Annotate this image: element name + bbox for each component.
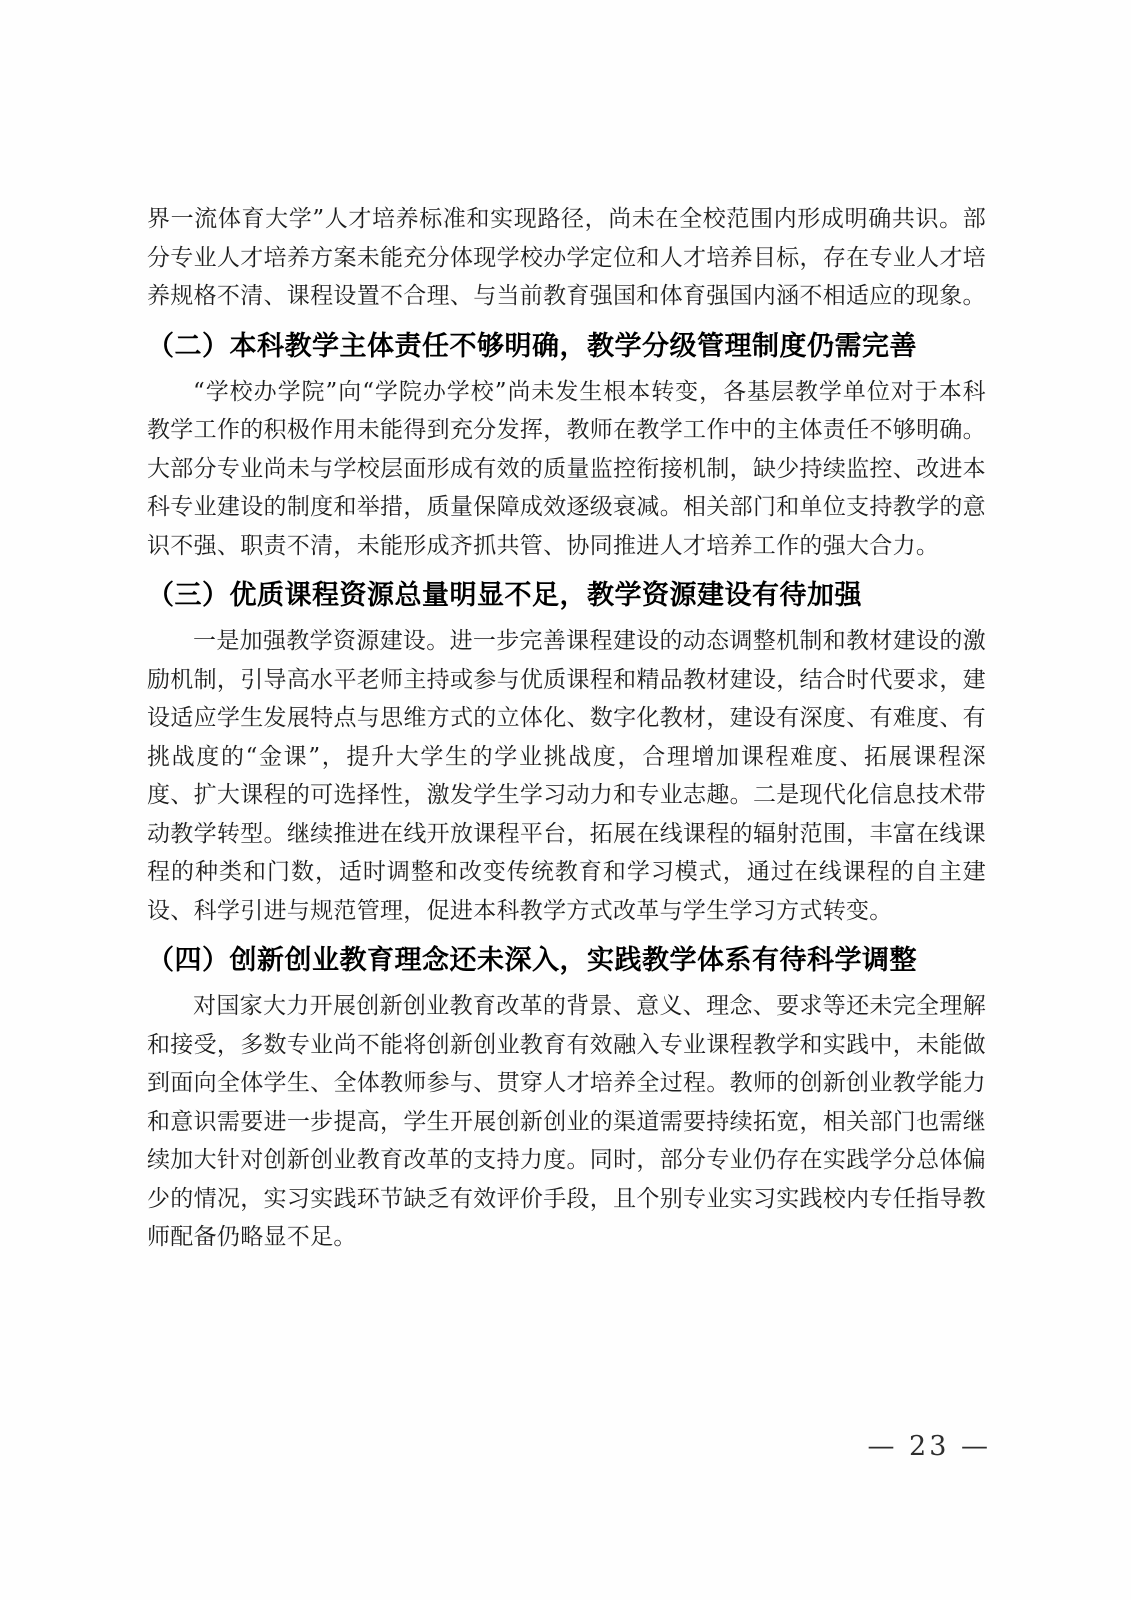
page-content — [147, 200, 986, 1257]
section-body-4: 对国家大力开展创新创业教育改革的背景、意义、理念、要求等还未完全理解和接受，多数专业尚不能将创新创业教育有效融入专业课程教学和实践中，未能做到面向全体学生、全体教师参与、贯穿人才培养全过程。教师的创新创业教学能力和意识需要进一步提高，学生开展创新创业的渠道需要持续拓宽，相关部门也需继续加大针对创新创业教育改革的支持力度。同时，部分专业仍存在实践学分总体偏少的情况，实习实践环节缺乏有效评价手段，且个别专业实习实践校内专任指导教师配备仍略显不足。 — [147, 993, 986, 1250]
section-heading-2: （二）本科教学主体责任不够明确，教学分级管理制度仍需完善 — [147, 330, 917, 362]
section-heading-3: （三）优质课程资源总量明显不足，教学资源建设有待加强 — [147, 580, 862, 611]
section-heading-4: （四）创新创业教育理念还未深入，实践教学体系有待科学调整 — [147, 945, 917, 976]
paragraph-continuation: 界一流体育大学”人才培养标准和实现路径，尚未在全校范围内形成明确共识。部分专业人才培养方案未能充分体现学校办学定位和人才培养目标，存在专业人才培养规格不清、课程设置不合理、与当前教育强国和体育强国内涵不相适应的现象。 — [147, 206, 986, 309]
section-body-3: 一是加强教学资源建设。进一步完善课程建设的动态调整机制和教材建设的激励机制，引导高水平老师主持或参与优质课程和精品教材建设，结合时代要求，建设适应学生发展特点与思维方式的立体化、数字化教材，建设有深度、有难度、有挑战度的“金课”，提升大学生的学业挑战度，合理增加课程难度、拓展课程深度、扩大课程的可选择性，激发学生学习动力和专业志趣。二是现代化信息技术带动教学转型。继续推进在线开放课程平台，拓展在线课程的辐射范围，丰富在线课程的种类和门数，适时调整和改变传统教育和学习模式，通过在线课程的自主建设、科学引进与规范管理，促进本科教学方式改革与学生学习方式转变。 — [147, 628, 986, 924]
section-body-2: “学校办学院”向“学院办学校”尚未发生根本转变，各基层教学单位对于本科教学工作的积极作用未能得到充分发挥，教师在教学工作中的主体责任不够明确。大部分专业尚未与学校层面形成有效的质量监控衔接机制，缺少持续监控、改进本科专业建设的制度和举措，质量保障成效逐级衰减。相关部门和单位支持教学的意识不强、职责不清，未能形成齐抓共管、协同推进人才培养工作的强大合力。 — [147, 378, 986, 559]
page-number: — 23 — — [867, 1431, 991, 1462]
